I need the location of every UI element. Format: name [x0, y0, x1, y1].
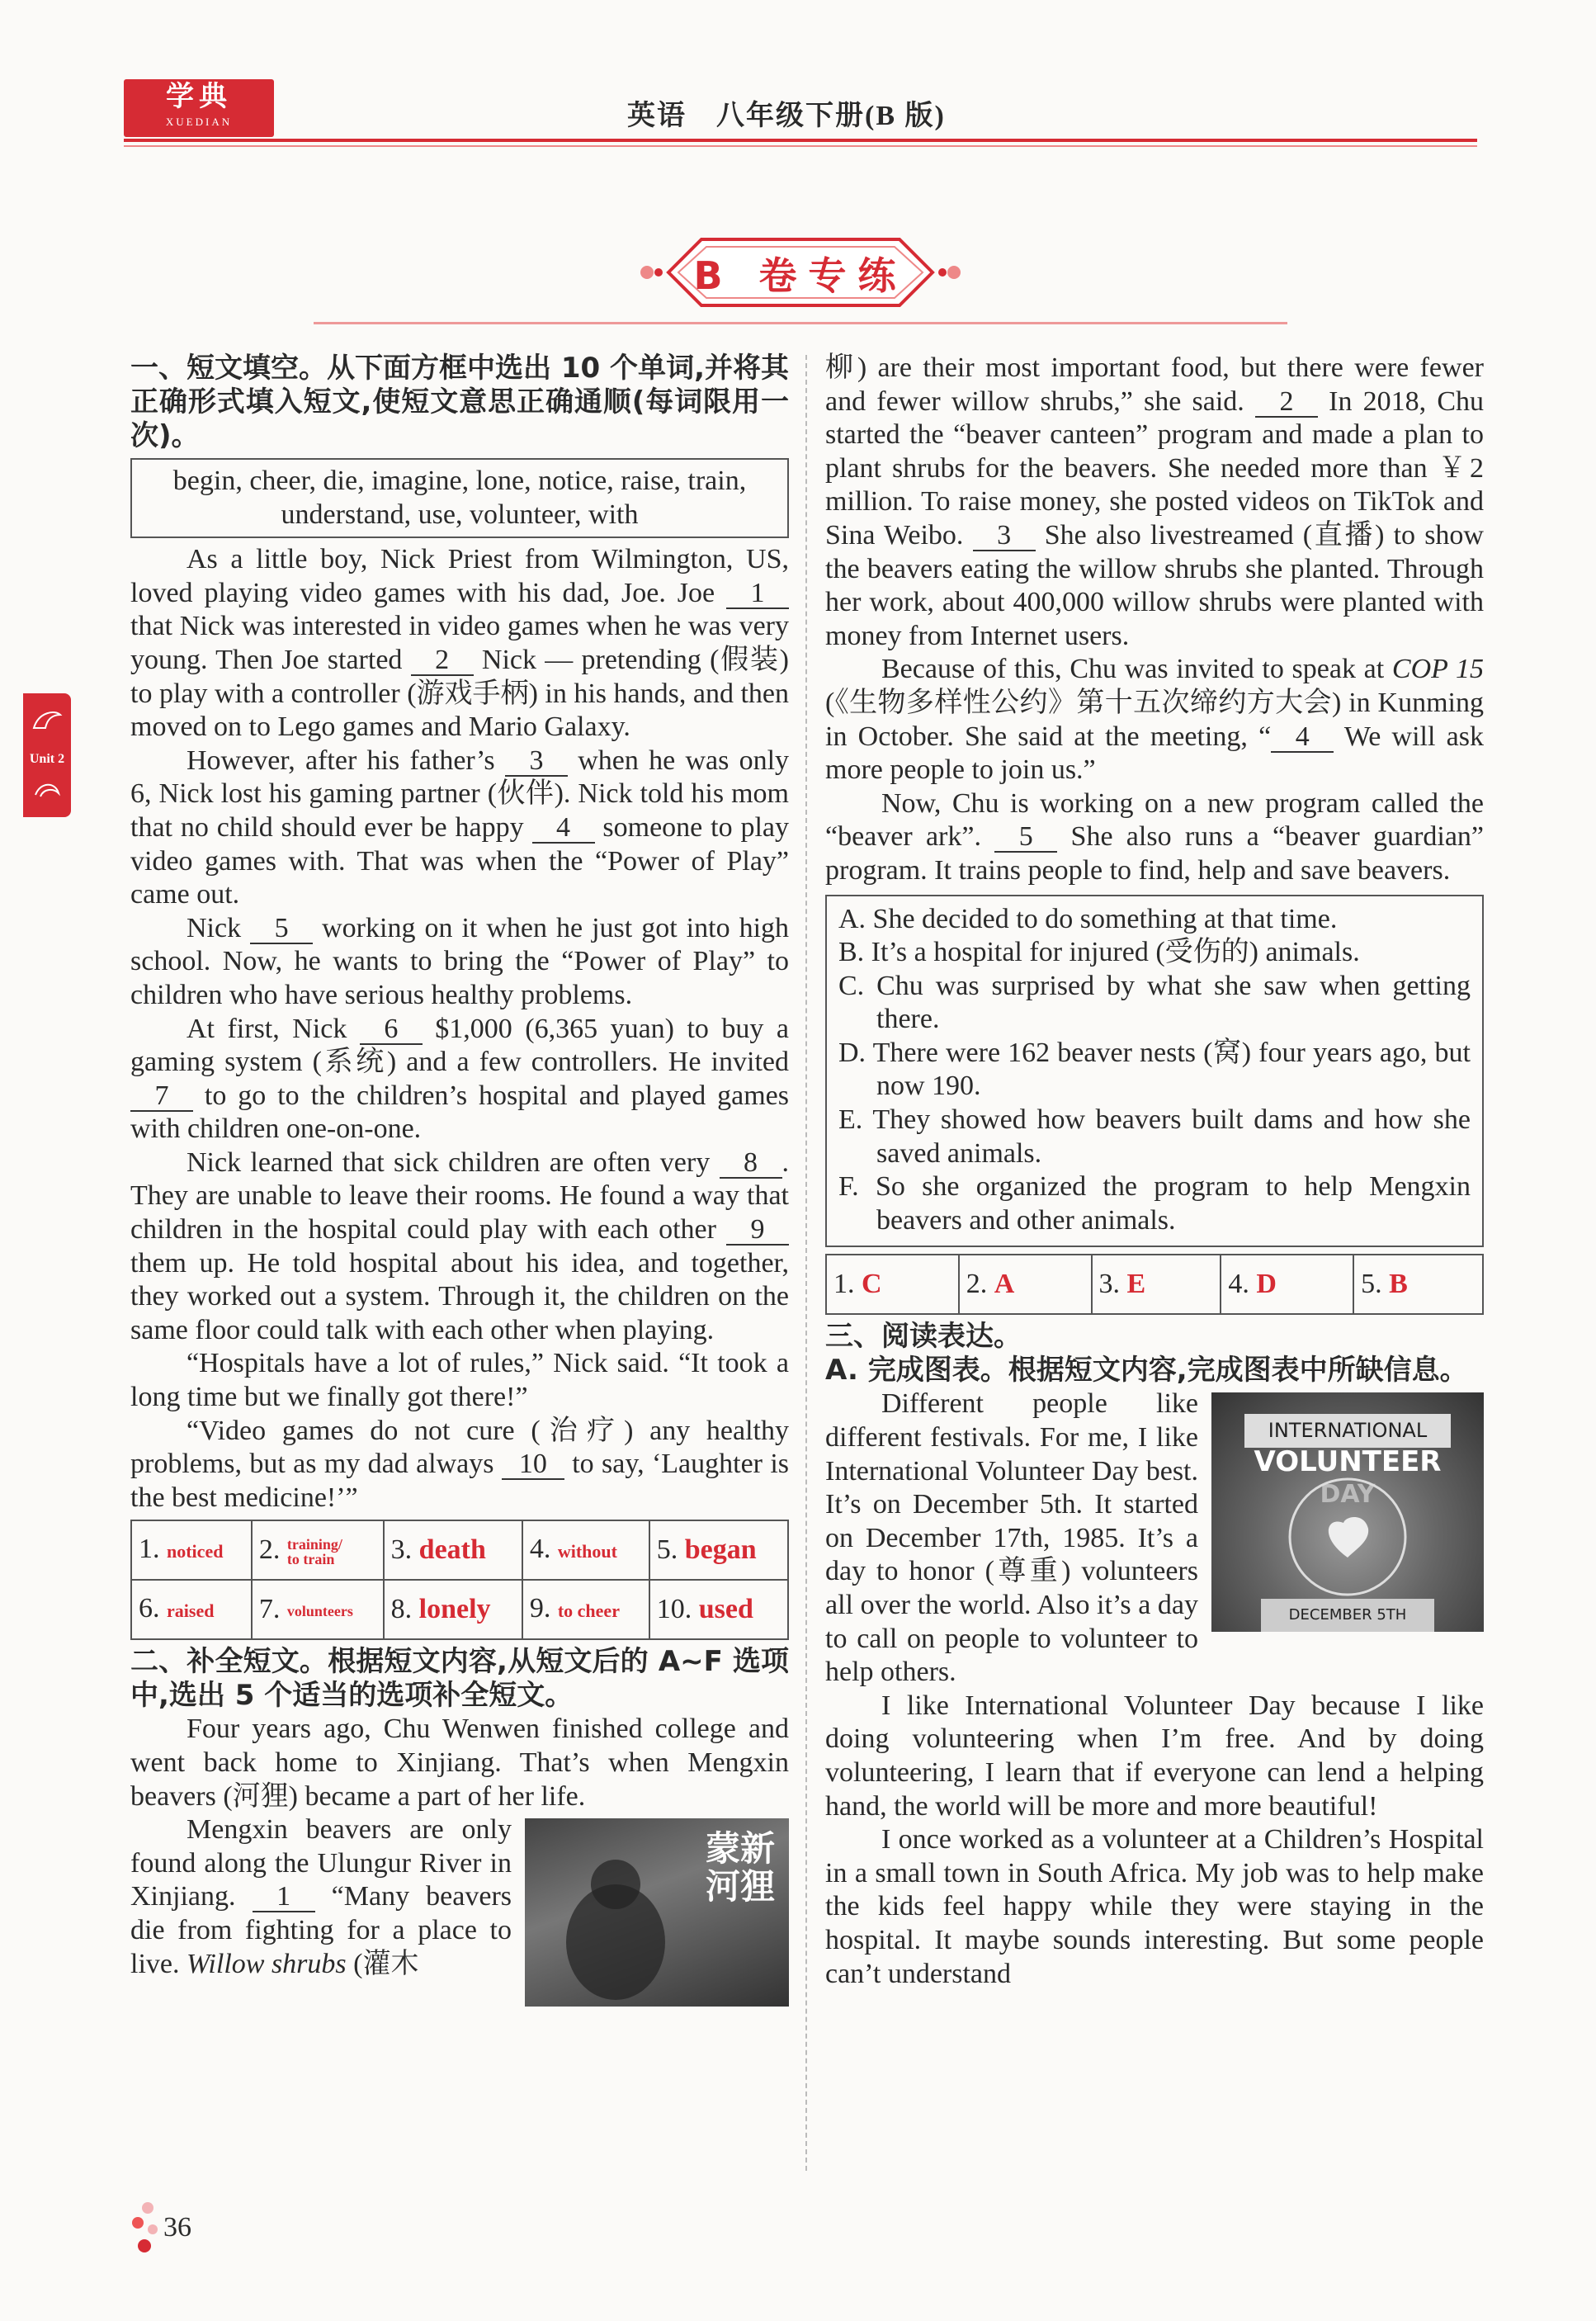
logo-cn: 学典 — [166, 82, 232, 112]
section2-heading: 二、补全短文。根据短文内容,从短文后的 A~F 选项中,选出 5 个适当的选项补全短文。 — [130, 1645, 789, 1713]
s3-paragraph-3: I once worked as a volunteer at a Children’s Hospital in a small town in South Africa. My job was to help make the kids feel happy while they were staying in the hospital. It maybe sounds interesting. But some people can’t understand — [825, 1824, 1484, 1989]
blank-4[interactable]: 4 — [532, 814, 595, 844]
poster-top: INTERNATIONAL — [1244, 1414, 1451, 1448]
wing-icon — [31, 705, 64, 738]
text: As a little boy, Nick Priest from Wilmington, US, loved playing video games with his dad, Joe. Joe — [130, 544, 789, 608]
option-e: E. They showed how beavers built dams and how she saved animals. — [838, 1104, 1471, 1169]
option-c: C. Chu was surprised by what she saw when getting there. — [838, 970, 1471, 1035]
s2-paragraph-2: Mengxin beavers are only found along the Ulungur River in Xinjiang. 1 “Many beavers die from fighting for a place to live. Willow shrubs (灌木 — [130, 1814, 512, 1979]
s1-paragraph-1 — [130, 543, 789, 745]
option-f: F. So she organized the program to help Mengxin beavers and other animals. — [838, 1171, 1471, 1236]
blank-8[interactable]: 8 — [720, 1149, 782, 1179]
s2-paragraph-3 — [825, 653, 1484, 787]
s3-paragraph-1: Different people like different festivals. For me, I like International Volunteer Day best. It’s on December 5th. It started on December 17th, 1985. It’s a day to honor (尊重) volunteers all over the world. Also it’s a day to call on people to volunteer to help others. — [825, 1388, 1198, 1688]
text: to say, ‘Laughter is the best medicine!’” — [130, 1449, 790, 1513]
page-header-title: 英语 八年级下册(B 版) — [627, 101, 946, 131]
beaver-silhouette-icon — [525, 1818, 789, 2007]
option-d: D. There were 162 beaver nests (窝) four years ago, but now 190. — [838, 1037, 1471, 1102]
left-column — [130, 352, 789, 2011]
blank-7[interactable]: 7 — [130, 1082, 193, 1112]
s2-blank-1[interactable]: 1 — [253, 1883, 315, 1912]
volunteer-day-poster — [1211, 1392, 1484, 1632]
s2-paragraph-4 — [825, 787, 1484, 888]
s1-paragraph-6: “Hospitals have a lot of rules,” Nick said. “It took a long time but we finally got there!” — [130, 1348, 789, 1413]
text: Nick — pretending (假装) to play with a controller (游戏手柄) in his hands, and then moved on to Lego games and Mario Galaxy. — [130, 644, 790, 743]
unit-side-tab — [23, 693, 71, 817]
text: She also runs a “beaver guardian” program. It trains people to find, help and save beavers. — [825, 821, 1485, 886]
logo-en: XUEDIAN — [165, 116, 233, 128]
answer-cell: 2. training/ to train — [252, 1520, 384, 1580]
answer-cell: 6. raised — [131, 1580, 252, 1639]
s1-paragraph-5 — [130, 1146, 789, 1348]
option-a: A. She decided to do something at that time. — [838, 903, 1338, 934]
right-column — [825, 352, 1484, 1991]
text: Because of this, Chu was invited to speak at — [881, 654, 1385, 685]
answer-cell: 3. death — [384, 1520, 522, 1580]
answer-cell: 10. used — [649, 1580, 788, 1639]
text: We will ask more people to join us.” — [825, 721, 1484, 786]
s2-blank-5[interactable]: 5 — [994, 823, 1057, 853]
text: someone to play video games with. That was when the “Power of Play” came out. — [130, 811, 790, 910]
text: In 2018, Chu started the “beaver canteen” program and made a plan to plant shrubs for the beavers. She needed more than ￥2 million. To raise money, she posted videos on TikTok and Sina Weibo. — [825, 385, 1485, 551]
section3-heading: 三、阅读表达。 — [825, 1320, 1022, 1354]
s2-blank-3[interactable]: 3 — [973, 522, 1036, 551]
text: Nick learned that sick children are often very — [187, 1146, 711, 1178]
answer-cell: 5. began — [649, 1520, 788, 1580]
banner-underline — [314, 322, 1287, 324]
blank-3[interactable]: 3 — [505, 747, 568, 777]
answer-cell: 3. E — [1092, 1255, 1221, 1314]
header-divider — [124, 139, 1477, 142]
s2-answer-table — [825, 1254, 1484, 1315]
header-divider-thin — [124, 145, 1477, 147]
poster-bottom: DECEMBER 5TH — [1261, 1599, 1434, 1632]
answer-cell: 8. lonely — [384, 1580, 522, 1639]
text: She also livestreamed (直播) to show the beavers eating the willow shrubs she planted. Through her work, about 400,000 willow shrubs were planted with money from Internet users. — [825, 519, 1484, 651]
publisher-logo — [124, 79, 274, 137]
photo-caption: 蒙新河狸 — [705, 1828, 775, 1907]
answer-cell: 4. D — [1221, 1255, 1353, 1314]
text: Now, Chu is working on a new program called the “beaver ark”. — [825, 787, 1484, 853]
s2-paragraph-1: Four years ago, Chu Wenwen finished college and went back home to Xinjiang. That’s when Mengxin beavers (河狸) became a part of her life. — [130, 1714, 789, 1812]
s3-paragraph-2: I like International Volunteer Day because I like doing volunteering when I’m free. And by doing volunteering, I learn that if everyone can lend a helping hand, the world will be more and more beautiful! — [825, 1690, 1484, 1822]
text: Willow shrubs — [186, 1948, 347, 1979]
blank-2[interactable]: 2 — [411, 646, 474, 676]
answer-cell: 1. noticed — [131, 1520, 252, 1580]
poster-mid: VOLUNTEER — [1254, 1445, 1442, 1479]
text: Nick — [187, 912, 242, 943]
s2-paragraph-2-cont: 柳) are their most important food, but there were fewer and fewer willow shrubs,” she said. 2 In 2018, Chu started the “beaver canteen” program and made a plan to plant shrubs for the beavers. She needed more than ￥2 million. To raise money, she posted videos on TikTok and Sina Weibo. 3 She also livestreamed (直播) to show the beavers eating the willow shrubs she planted. Through her work, about 400,000 willow shrubs were planted with money from Internet users. — [825, 352, 1485, 651]
text: (《生物多样性公约》第十五次缔约方大会) in Kunming in October. She said at the meeting, “ — [825, 687, 1484, 752]
answer-cell: 7. volunteers — [252, 1580, 384, 1639]
text: At first, Nick — [187, 1013, 347, 1044]
s1-paragraph-7 — [130, 1415, 789, 1515]
blank-10[interactable]: 10 — [502, 1450, 564, 1480]
beaver-photo — [525, 1818, 789, 2007]
unit-label: Unit 2 — [29, 752, 65, 766]
answer-cell: 5. B — [1353, 1255, 1483, 1314]
answer-cell: 1. C — [826, 1255, 959, 1314]
column-divider — [805, 355, 807, 2171]
options-box — [825, 895, 1484, 1248]
text: when he was only 6, Nick lost his gaming partner (伙伴). Nick told his mom that no child should ever be happy — [130, 745, 790, 843]
s1-paragraph-4 — [130, 1013, 789, 1146]
blank-1[interactable]: 1 — [726, 579, 789, 609]
text: $1,000 (6,365 yuan) to buy a gaming system (系统) and a few controllers. He invited — [130, 1013, 789, 1078]
poster-day: DAY — [1320, 1480, 1376, 1510]
s2-blank-2[interactable]: 2 — [1255, 388, 1318, 418]
banner-title: B 卷专练 — [693, 253, 908, 298]
text: “Many beavers die from fighting for a place to live. — [130, 1881, 512, 1979]
page-number: 36 — [163, 2212, 191, 2243]
swirl-icon — [31, 778, 64, 803]
text: them up. He told hospital about his idea, and together, they worked out a system. Through it, the children on the same floor could talk with each other when playing. — [130, 1247, 789, 1345]
word-box: begin, cheer, die, imagine, lone, notice, raise, train, understand, use, volunteer, with — [130, 458, 789, 538]
text: to go to the children’s hospital and played games with children one-on-one. — [130, 1080, 789, 1145]
section3-subheading: A. 完成图表。根据短文内容,完成图表中所缺信息。 — [825, 1354, 1468, 1387]
text: Mengxin beavers are only found along the Ulungur River in Xinjiang. — [130, 1814, 512, 1912]
blank-6[interactable]: 6 — [360, 1015, 423, 1045]
text: “Video games do not cure (治疗) any healthy problems, but as my dad always — [130, 1415, 789, 1480]
decorative-dots-icon — [128, 2200, 168, 2257]
text: . They are unable to leave their rooms. He found a way that children in the hospital could play with each other — [130, 1146, 790, 1246]
section1-heading: 一、短文填空。从下面方框中选出 10 个单词,并将其正确形式填入短文,使短文意思正确通顺(每词限用一次)。 — [130, 352, 789, 452]
text: working on it when he just got into high school. Now, he wants to bring the “Power of Play” to children who have serious healthy problems. — [130, 912, 790, 1010]
text: that Nick was interested in video games when he was very young. Then Joe started — [130, 611, 789, 675]
text: However, after his father’s — [187, 745, 495, 776]
answer-cell: 9. to cheer — [522, 1580, 649, 1639]
s1-paragraph-2 — [130, 745, 789, 912]
globe-heart-icon — [1211, 1392, 1484, 1632]
blank-9[interactable]: 9 — [726, 1216, 789, 1246]
text: COP 15 — [1391, 654, 1484, 685]
option-b: B. It’s a hospital for injured (受伤的) animals. — [838, 937, 1360, 968]
s1-answer-table — [130, 1520, 789, 1640]
s2-blank-4[interactable]: 4 — [1271, 723, 1334, 753]
answer-cell: 2. A — [959, 1255, 1092, 1314]
answer-cell: 4. without — [522, 1520, 649, 1580]
s1-paragraph-3 — [130, 912, 789, 1013]
blank-5[interactable]: 5 — [250, 915, 313, 944]
